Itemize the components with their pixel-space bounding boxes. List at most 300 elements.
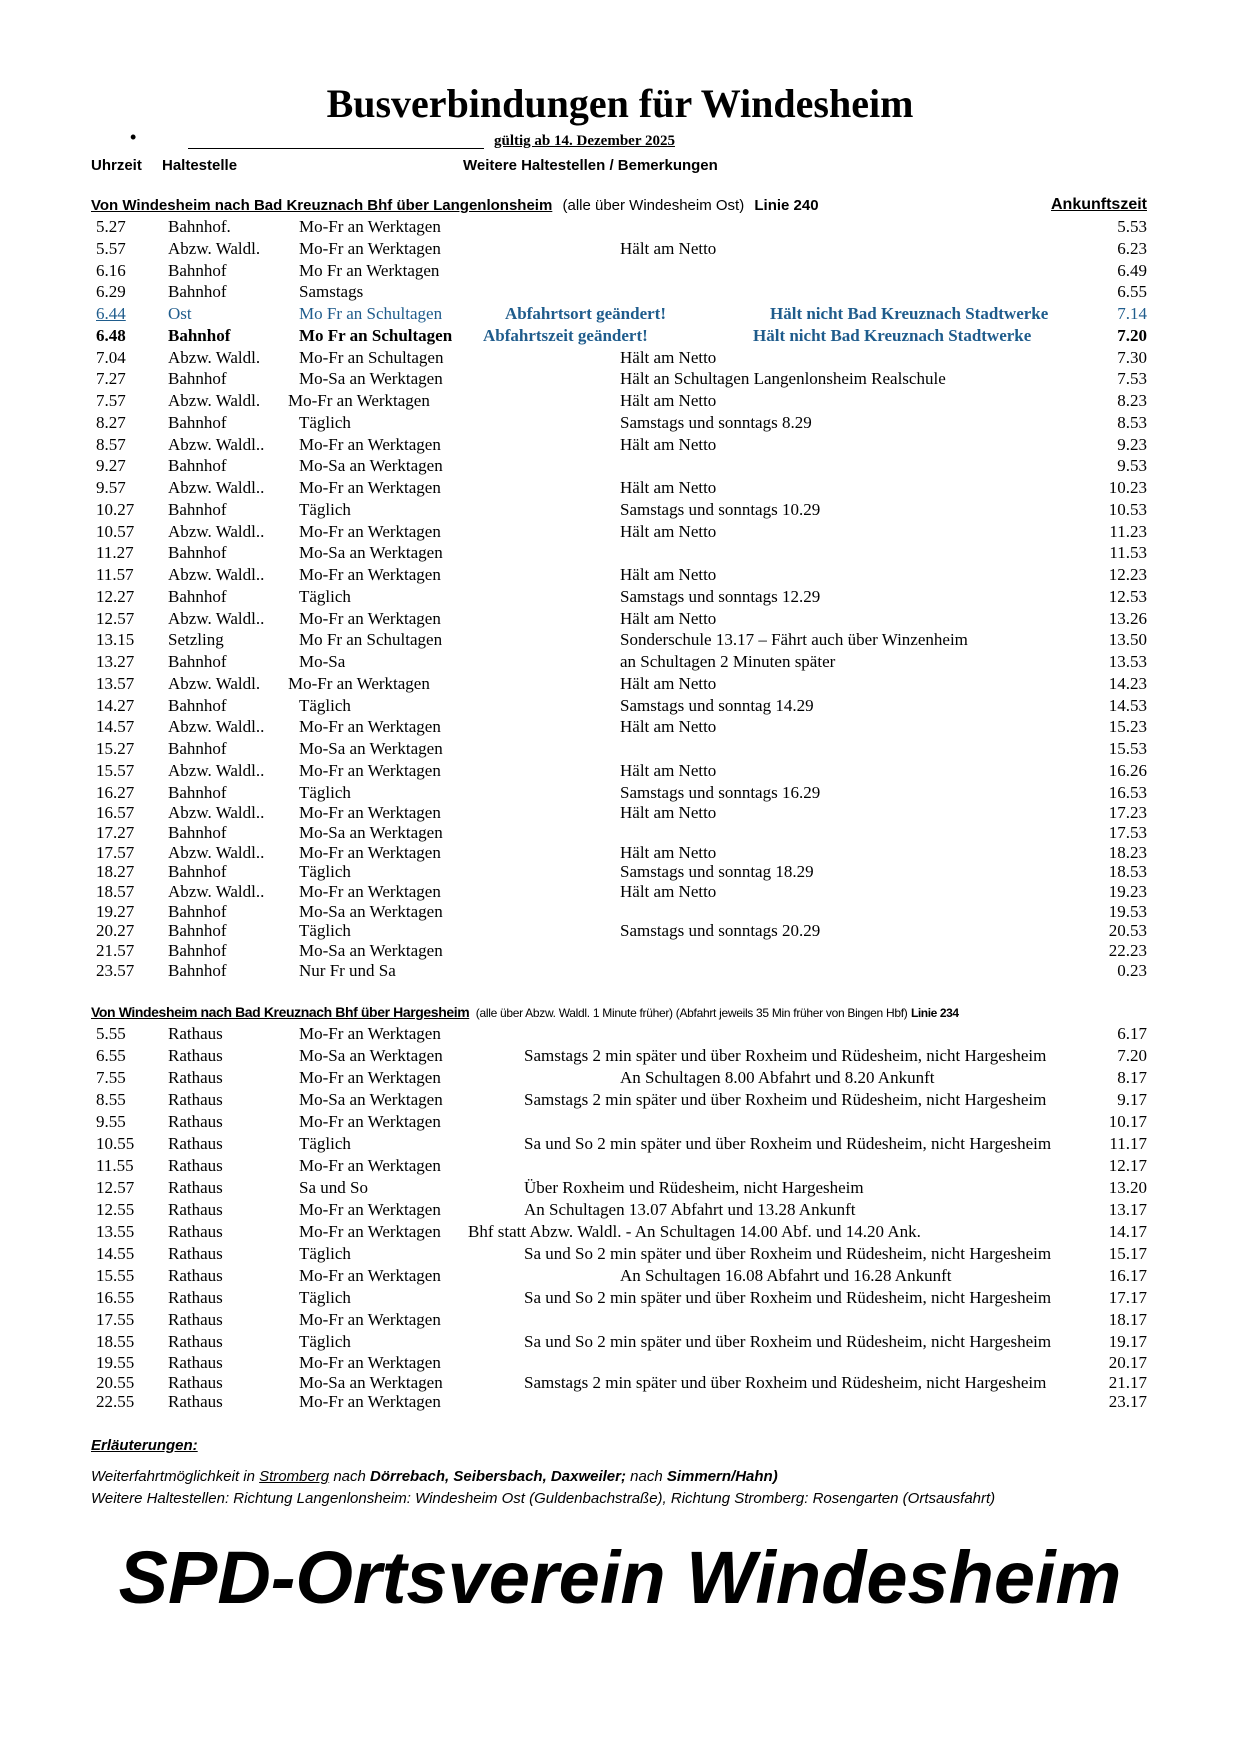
explanation-destinations: Dörrebach, Seibersbach, Daxweiler; bbox=[370, 1468, 626, 1485]
stop-name: Rathaus bbox=[168, 1392, 223, 1411]
route-note: Samstags 2 min später und über Roxheim und Rüdesheim, nicht Hargesheim bbox=[524, 1372, 1047, 1392]
route-note: Hält nicht Bad Kreuznach Stadtwerke bbox=[770, 304, 1049, 323]
departure-time: 13.15 bbox=[96, 630, 135, 650]
table-row bbox=[0, 695, 1240, 717]
arrival-time: 10.53 bbox=[1108, 499, 1147, 519]
arrival-time: 6.49 bbox=[1117, 260, 1147, 280]
table-row bbox=[0, 325, 1240, 347]
departure-time: 9.57 bbox=[96, 478, 126, 497]
operating-days: Mo-Fr an Werktagen bbox=[299, 882, 441, 901]
table-row bbox=[0, 216, 1240, 238]
operating-days: Mo-Fr an Werktagen bbox=[299, 238, 441, 258]
stop-name: Bahnhof bbox=[168, 543, 227, 563]
route-note: Sa und So 2 min später und über Roxheim und Rüdesheim, nicht Hargesheim bbox=[524, 1244, 1052, 1263]
stop-name: Abzw. Waldl.. bbox=[168, 760, 265, 780]
departure-time: 11.27 bbox=[96, 543, 134, 563]
departure-time: 14.55 bbox=[96, 1244, 135, 1263]
arrival-time: 20.53 bbox=[1108, 921, 1147, 941]
route-note: Hält am Netto bbox=[620, 803, 717, 823]
departure-time: 11.55 bbox=[96, 1156, 134, 1175]
departure-time: 18.55 bbox=[96, 1332, 135, 1351]
table-row bbox=[0, 281, 1240, 303]
route-note: Hält am Netto bbox=[620, 882, 717, 901]
column-notes: Weitere Haltestellen / Bemerkungen bbox=[463, 157, 718, 174]
stop-name: Bahnhof bbox=[168, 282, 227, 302]
stop-name: Rathaus bbox=[168, 1372, 223, 1392]
explanation-text: nach bbox=[630, 1468, 663, 1485]
table-row bbox=[0, 608, 1240, 630]
operating-days: Mo-Fr an Werktagen bbox=[299, 803, 441, 823]
departure-time: 19.55 bbox=[96, 1353, 135, 1372]
arrival-time: 17.23 bbox=[1108, 803, 1147, 823]
departure-time: 17.27 bbox=[96, 822, 135, 842]
departure-time: 7.57 bbox=[96, 391, 126, 410]
operating-days: Sa und So bbox=[299, 1178, 368, 1197]
timetable-240 bbox=[0, 216, 1240, 980]
route-note: Samstags 2 min später und über Roxheim und Rüdesheim, nicht Hargesheim bbox=[524, 1046, 1047, 1065]
operating-days: Mo-Sa an Werktagen bbox=[299, 456, 443, 476]
route-note: Samstags und sonntags 16.29 bbox=[620, 782, 821, 802]
operating-days: Mo-Fr an Werktagen bbox=[299, 1353, 441, 1372]
operating-days: Mo-Sa an Werktagen bbox=[299, 1046, 443, 1065]
section-note: (alle über Abzw. Waldl. 1 Minute früher) (Abfahrt jeweils 35 Min früher von Bingen Hbf) bbox=[475, 1006, 908, 1020]
operating-days: Mo-Fr an Werktagen bbox=[299, 1024, 441, 1043]
arrival-time: 14.23 bbox=[1108, 673, 1147, 693]
explanation-line-1 bbox=[91, 1468, 778, 1485]
departure-time: 20.55 bbox=[96, 1372, 135, 1392]
stop-name: Rathaus bbox=[168, 1244, 223, 1263]
table-row bbox=[0, 1287, 1240, 1309]
table-row bbox=[0, 542, 1240, 564]
stop-name: Abzw. Waldl. bbox=[168, 238, 261, 258]
table-row bbox=[0, 586, 1240, 608]
stop-name: Abzw. Waldl.. bbox=[168, 717, 265, 737]
departure-time: 5.57 bbox=[96, 238, 126, 258]
arrival-time: 18.17 bbox=[1108, 1310, 1147, 1329]
arrival-time: 0.23 bbox=[1117, 960, 1147, 980]
departure-time: 10.55 bbox=[96, 1134, 135, 1153]
operating-days: Mo-Sa an Werktagen bbox=[299, 1372, 443, 1392]
departure-time: 7.55 bbox=[96, 1068, 126, 1087]
route-note: Sa und So 2 min später und über Roxheim und Rüdesheim, nicht Hargesheim bbox=[524, 1332, 1052, 1351]
stop-name: Rathaus bbox=[168, 1090, 223, 1109]
departure-time: 5.27 bbox=[96, 217, 126, 236]
operating-days: Mo-Sa an Werktagen bbox=[299, 901, 443, 921]
departure-time: 5.55 bbox=[96, 1024, 126, 1043]
route-note: Hält nicht Bad Kreuznach Stadtwerke bbox=[753, 325, 1032, 345]
operating-days: Mo-Fr an Werktagen bbox=[299, 1112, 441, 1131]
arrival-time: 18.23 bbox=[1108, 842, 1147, 862]
arrival-time: 8.53 bbox=[1117, 412, 1147, 432]
route-note: An Schultagen 16.08 Abfahrt und 16.28 Ankunft bbox=[620, 1266, 952, 1285]
stop-name: Bahnhof. bbox=[168, 217, 231, 236]
departure-time: 6.16 bbox=[96, 260, 126, 280]
arrival-time: 10.23 bbox=[1108, 478, 1147, 497]
operating-days: Mo-Fr an Werktagen bbox=[299, 1266, 441, 1285]
operating-days: Täglich bbox=[299, 1288, 351, 1307]
departure-time: 15.27 bbox=[96, 739, 135, 758]
route-note: Bhf statt Abzw. Waldl. - An Schultagen 14.00 Abf. und 14.20 Ank. bbox=[468, 1222, 921, 1241]
route-note: Sa und So 2 min später und über Roxheim und Rüdesheim, nicht Hargesheim bbox=[524, 1288, 1052, 1307]
table-row bbox=[0, 716, 1240, 738]
operating-days: Mo-Sa an Werktagen bbox=[299, 1090, 443, 1109]
explanation-destination: Simmern/Hahn) bbox=[666, 1468, 778, 1485]
departure-time: 16.57 bbox=[96, 803, 135, 823]
column-time: Uhrzeit bbox=[91, 157, 142, 174]
section-heading-240 bbox=[91, 197, 819, 214]
stop-name: Abzw. Waldl. bbox=[168, 347, 261, 367]
stop-name: Bahnhof bbox=[168, 739, 227, 758]
operating-days: Nur Fr und Sa bbox=[299, 960, 396, 980]
arrival-time: 9.53 bbox=[1117, 456, 1147, 476]
departure-time: 7.27 bbox=[96, 369, 126, 389]
operating-days: Mo-Fr an Werktagen bbox=[299, 521, 441, 541]
explanation-line-2: Weitere Haltestellen: Richtung Langenlonsheim: Windesheim Ost (Guldenbachstraße), Richtung Stromberg: Rosengarten (Ortsausfahrt) bbox=[91, 1490, 996, 1507]
operating-days: Mo-Fr an Werktagen bbox=[288, 673, 430, 693]
table-row bbox=[0, 1133, 1240, 1155]
arrival-time: 17.53 bbox=[1108, 822, 1147, 842]
stop-name: Setzling bbox=[168, 630, 224, 650]
departure-time: 8.57 bbox=[96, 434, 126, 454]
departure-time: 10.27 bbox=[96, 499, 135, 519]
operating-days: Mo-Sa an Werktagen bbox=[299, 822, 443, 842]
operating-days: Mo-Fr an Werktagen bbox=[299, 842, 441, 862]
route-note: Hält am Netto bbox=[620, 391, 717, 410]
table-row bbox=[0, 434, 1240, 456]
stop-name: Bahnhof bbox=[168, 921, 227, 941]
arrival-time: 9.23 bbox=[1117, 434, 1147, 454]
route-note: Samstags und sonntags 12.29 bbox=[620, 586, 821, 606]
route-note: Hält an Schultagen Langenlonsheim Realschule bbox=[620, 369, 946, 389]
departure-time: 12.27 bbox=[96, 586, 135, 606]
table-row bbox=[0, 260, 1240, 282]
operating-days: Mo-Fr an Werktagen bbox=[288, 391, 430, 410]
arrival-time: 6.17 bbox=[1117, 1024, 1147, 1043]
table-row bbox=[0, 651, 1240, 673]
route-note: Hält am Netto bbox=[620, 717, 717, 737]
table-row bbox=[0, 1392, 1240, 1412]
route-note: Über Roxheim und Rüdesheim, nicht Hargesheim bbox=[524, 1178, 864, 1197]
arrival-time: 11.23 bbox=[1109, 521, 1147, 541]
arrival-time: 13.20 bbox=[1108, 1178, 1147, 1197]
stop-name: Rathaus bbox=[168, 1200, 223, 1219]
arrival-time: 6.23 bbox=[1117, 238, 1147, 258]
operating-days: Mo-Sa an Werktagen bbox=[299, 739, 443, 758]
table-row bbox=[0, 1023, 1240, 1045]
table-row bbox=[0, 882, 1240, 902]
table-row bbox=[0, 564, 1240, 586]
departure-time: 17.57 bbox=[96, 842, 135, 862]
route-note: Samstags 2 min später und über Roxheim und Rüdesheim, nicht Hargesheim bbox=[524, 1090, 1047, 1109]
route-note: Hält am Netto bbox=[620, 347, 717, 367]
bullet: • bbox=[130, 127, 137, 147]
explanations-heading: Erläuterungen: bbox=[91, 1437, 198, 1454]
departure-time: 19.27 bbox=[96, 901, 135, 921]
departure-time: 13.55 bbox=[96, 1222, 135, 1241]
operating-days: Mo-Fr an Werktagen bbox=[299, 478, 441, 497]
operating-days: Mo-Fr an Werktagen bbox=[299, 760, 441, 780]
operating-days: Täglich bbox=[299, 862, 351, 882]
stop-name: Rathaus bbox=[168, 1288, 223, 1307]
table-row bbox=[0, 862, 1240, 882]
arrival-time: 19.17 bbox=[1108, 1332, 1147, 1351]
operating-days: Mo-Fr an Werktagen bbox=[299, 1310, 441, 1329]
table-row bbox=[0, 738, 1240, 760]
arrival-time: 13.50 bbox=[1108, 630, 1147, 650]
route-note: Abfahrtsort geändert! bbox=[505, 304, 666, 323]
departure-time: 12.55 bbox=[96, 1200, 135, 1219]
route-note: Hält am Netto bbox=[620, 673, 717, 693]
line-number: Linie 240 bbox=[754, 197, 819, 214]
operating-days: Täglich bbox=[299, 695, 351, 715]
table-row bbox=[0, 347, 1240, 369]
route-note: Hält am Netto bbox=[620, 565, 717, 584]
stop-name: Rathaus bbox=[168, 1068, 223, 1087]
arrival-time: 7.30 bbox=[1117, 347, 1147, 367]
departure-time: 11.57 bbox=[96, 565, 134, 584]
section-note: (alle über Windesheim Ost) bbox=[562, 197, 745, 214]
table-row bbox=[0, 961, 1240, 981]
table-row bbox=[0, 1177, 1240, 1199]
stop-name: Abzw. Waldl.. bbox=[168, 478, 265, 497]
arrival-time: 19.23 bbox=[1108, 882, 1147, 901]
operating-days: Mo-Fr an Werktagen bbox=[299, 565, 441, 584]
stop-name: Abzw. Waldl.. bbox=[168, 608, 265, 628]
operating-days: Mo-Fr an Werktagen bbox=[299, 1200, 441, 1219]
departure-time: 8.27 bbox=[96, 412, 126, 432]
operating-days: Täglich bbox=[299, 1134, 351, 1153]
table-row bbox=[0, 941, 1240, 961]
arrival-time: 20.17 bbox=[1108, 1353, 1147, 1372]
table-row bbox=[0, 499, 1240, 521]
explanation-text: nach bbox=[333, 1468, 366, 1485]
stop-name: Rathaus bbox=[168, 1134, 223, 1153]
route-note: Hält am Netto bbox=[620, 238, 717, 258]
validity-date: gültig ab 14. Dezember 2025 bbox=[494, 133, 675, 149]
table-row bbox=[0, 782, 1240, 804]
route-note: Sa und So 2 min später und über Roxheim und Rüdesheim, nicht Hargesheim bbox=[524, 1134, 1052, 1153]
departure-time: 20.27 bbox=[96, 921, 135, 941]
departure-time: 15.57 bbox=[96, 760, 135, 780]
departure-time: 6.29 bbox=[96, 282, 126, 302]
table-row bbox=[0, 303, 1240, 325]
departure-time: 6.55 bbox=[96, 1046, 126, 1065]
route-note: Samstags und sonntags 20.29 bbox=[620, 921, 821, 941]
section-title: Von Windesheim nach Bad Kreuznach Bhf über Hargesheim bbox=[91, 1004, 470, 1020]
arrival-time: 14.53 bbox=[1108, 695, 1147, 715]
operating-days: Mo-Fr an Werktagen bbox=[299, 717, 441, 737]
explanation-place: Stromberg bbox=[259, 1468, 330, 1485]
route-note: Hält am Netto bbox=[620, 521, 717, 541]
arrival-time: 5.53 bbox=[1117, 217, 1147, 236]
stop-name: Ost bbox=[168, 304, 192, 323]
stop-name: Rathaus bbox=[168, 1178, 223, 1197]
route-note: Hält am Netto bbox=[620, 434, 717, 454]
table-row bbox=[0, 1243, 1240, 1265]
arrival-time: 15.23 bbox=[1108, 717, 1147, 737]
table-row bbox=[0, 902, 1240, 922]
route-note: An Schultagen 8.00 Abfahrt und 8.20 Ankunft bbox=[620, 1068, 935, 1087]
departure-time: 6.48 bbox=[96, 325, 126, 345]
arrival-time: 12.53 bbox=[1108, 586, 1147, 606]
operating-days: Täglich bbox=[299, 1244, 351, 1263]
operating-days: Täglich bbox=[299, 499, 351, 519]
arrival-time: 9.17 bbox=[1117, 1090, 1147, 1109]
stop-name: Abzw. Waldl.. bbox=[168, 565, 265, 584]
table-row bbox=[0, 823, 1240, 843]
departure-time: 18.57 bbox=[96, 882, 135, 901]
operating-days: Mo-Sa an Werktagen bbox=[299, 941, 443, 961]
table-row bbox=[0, 673, 1240, 695]
arrival-time: 18.53 bbox=[1108, 862, 1147, 882]
table-row bbox=[0, 455, 1240, 477]
stop-name: Rathaus bbox=[168, 1046, 223, 1065]
departure-time: 13.57 bbox=[96, 673, 135, 693]
route-note: An Schultagen 13.07 Abfahrt und 13.28 Ankunft bbox=[524, 1200, 856, 1219]
departure-time: 16.27 bbox=[96, 782, 135, 802]
stop-name: Abzw. Waldl.. bbox=[168, 842, 265, 862]
table-row bbox=[0, 921, 1240, 941]
arrival-time: 19.53 bbox=[1108, 901, 1147, 921]
arrival-time: 12.17 bbox=[1108, 1156, 1147, 1175]
arrival-time: 11.53 bbox=[1109, 543, 1147, 563]
arrival-time: 15.53 bbox=[1108, 739, 1147, 758]
stop-name: Bahnhof bbox=[168, 901, 227, 921]
arrival-time: 21.17 bbox=[1108, 1372, 1147, 1392]
route-note: Samstags und sonntag 18.29 bbox=[620, 862, 814, 882]
table-row bbox=[0, 238, 1240, 260]
route-note: Samstags und sonntag 14.29 bbox=[620, 695, 814, 715]
section-heading-234 bbox=[91, 1004, 959, 1020]
table-row bbox=[0, 368, 1240, 390]
departure-time: 23.57 bbox=[96, 960, 135, 980]
route-note: Hält am Netto bbox=[620, 608, 717, 628]
operating-days: Täglich bbox=[299, 782, 351, 802]
table-row bbox=[0, 1199, 1240, 1221]
operating-days: Mo-Sa bbox=[299, 652, 346, 671]
table-row bbox=[0, 1111, 1240, 1133]
operating-days: Mo-Fr an Werktagen bbox=[299, 1222, 441, 1241]
stop-name: Rathaus bbox=[168, 1156, 223, 1175]
stop-name: Bahnhof bbox=[168, 412, 227, 432]
stop-name: Bahnhof bbox=[168, 369, 227, 389]
operating-days: Täglich bbox=[299, 586, 351, 606]
stop-name: Bahnhof bbox=[168, 260, 227, 280]
explanation-text: Weiterfahrtmöglichkeit in bbox=[91, 1468, 255, 1485]
arrival-time: 11.17 bbox=[1109, 1134, 1147, 1153]
route-note: Samstags und sonntags 10.29 bbox=[620, 499, 821, 519]
table-row bbox=[0, 1265, 1240, 1287]
table-row bbox=[0, 521, 1240, 543]
stop-name: Abzw. Waldl. bbox=[168, 391, 261, 410]
stop-name: Bahnhof bbox=[168, 941, 227, 961]
departure-time: 10.57 bbox=[96, 521, 135, 541]
arrival-time: 16.53 bbox=[1108, 782, 1147, 802]
operating-days: Mo Fr an Schultagen bbox=[299, 325, 453, 345]
departure-time: 7.04 bbox=[96, 347, 126, 367]
departure-time: 9.27 bbox=[96, 456, 126, 476]
table-row bbox=[0, 390, 1240, 412]
stop-name: Bahnhof bbox=[168, 960, 227, 980]
arrival-time: 22.23 bbox=[1108, 941, 1147, 961]
arrival-time: 7.53 bbox=[1117, 369, 1147, 389]
arrival-time: 13.17 bbox=[1108, 1200, 1147, 1219]
departure-time: 22.55 bbox=[96, 1392, 135, 1411]
table-row bbox=[0, 629, 1240, 651]
operating-days: Täglich bbox=[299, 921, 351, 941]
route-note: Samstags und sonntags 8.29 bbox=[620, 412, 812, 432]
departure-time: 6.44 bbox=[96, 304, 126, 323]
departure-time: 9.55 bbox=[96, 1112, 126, 1131]
stop-name: Bahnhof bbox=[168, 652, 227, 671]
table-row bbox=[0, 1045, 1240, 1067]
departure-time: 14.57 bbox=[96, 717, 135, 737]
page-title: Busverbindungen für Windesheim bbox=[326, 81, 914, 126]
stop-name: Rathaus bbox=[168, 1222, 223, 1241]
operating-days: Mo-Fr an Werktagen bbox=[299, 1392, 441, 1411]
divider bbox=[188, 148, 484, 149]
table-row bbox=[0, 1373, 1240, 1393]
departure-time: 15.55 bbox=[96, 1266, 135, 1285]
stop-name: Abzw. Waldl.. bbox=[168, 882, 265, 901]
table-row bbox=[0, 1221, 1240, 1243]
route-note: Hält am Netto bbox=[620, 760, 717, 780]
operating-days: Täglich bbox=[299, 412, 351, 432]
route-note: Sonderschule 13.17 – Fährt auch über Winzenheim bbox=[620, 630, 968, 650]
stop-name: Rathaus bbox=[168, 1353, 223, 1372]
table-row bbox=[0, 412, 1240, 434]
stop-name: Bahnhof bbox=[168, 782, 227, 802]
arrival-time: 13.53 bbox=[1108, 652, 1147, 671]
stop-name: Rathaus bbox=[168, 1112, 223, 1131]
arrival-time: 17.17 bbox=[1108, 1288, 1147, 1307]
stop-name: Bahnhof bbox=[168, 862, 227, 882]
line-number: Linie 234 bbox=[910, 1006, 959, 1020]
table-row bbox=[0, 1309, 1240, 1331]
arrival-time: 8.23 bbox=[1117, 391, 1147, 410]
table-row bbox=[0, 477, 1240, 499]
operating-days: Mo-Fr an Werktagen bbox=[299, 608, 441, 628]
stop-name: Abzw. Waldl. bbox=[168, 673, 261, 693]
section-title: Von Windesheim nach Bad Kreuznach Bhf über Langenlonsheim bbox=[91, 197, 553, 214]
departure-time: 17.55 bbox=[96, 1310, 135, 1329]
arrival-time: 15.17 bbox=[1108, 1244, 1147, 1263]
stop-name: Rathaus bbox=[168, 1024, 223, 1043]
operating-days: Mo-Fr an Werktagen bbox=[299, 1156, 441, 1175]
route-note: an Schultagen 2 Minuten später bbox=[620, 652, 836, 671]
stop-name: Bahnhof bbox=[168, 325, 231, 345]
arrival-time: 13.26 bbox=[1108, 608, 1147, 628]
departure-time: 16.55 bbox=[96, 1288, 135, 1307]
operating-days: Mo-Sa an Werktagen bbox=[299, 369, 443, 389]
arrival-time: 7.20 bbox=[1117, 1046, 1147, 1065]
operating-days: Mo-Fr an Werktagen bbox=[299, 434, 441, 454]
arrival-header: Ankunftszeit bbox=[1051, 196, 1147, 213]
operating-days: Mo-Fr an Werktagen bbox=[299, 217, 441, 236]
stop-name: Abzw. Waldl.. bbox=[168, 803, 265, 823]
route-note: Abfahrtszeit geändert! bbox=[483, 325, 648, 345]
operating-days: Mo Fr an Werktagen bbox=[299, 260, 440, 280]
table-row bbox=[0, 760, 1240, 782]
arrival-time: 7.20 bbox=[1117, 325, 1147, 345]
stop-name: Rathaus bbox=[168, 1266, 223, 1285]
departure-time: 12.57 bbox=[96, 608, 135, 628]
departure-time: 18.27 bbox=[96, 862, 135, 882]
stop-name: Bahnhof bbox=[168, 499, 227, 519]
departure-time: 12.57 bbox=[96, 1178, 135, 1197]
table-row bbox=[0, 1331, 1240, 1353]
stop-name: Bahnhof bbox=[168, 586, 227, 606]
